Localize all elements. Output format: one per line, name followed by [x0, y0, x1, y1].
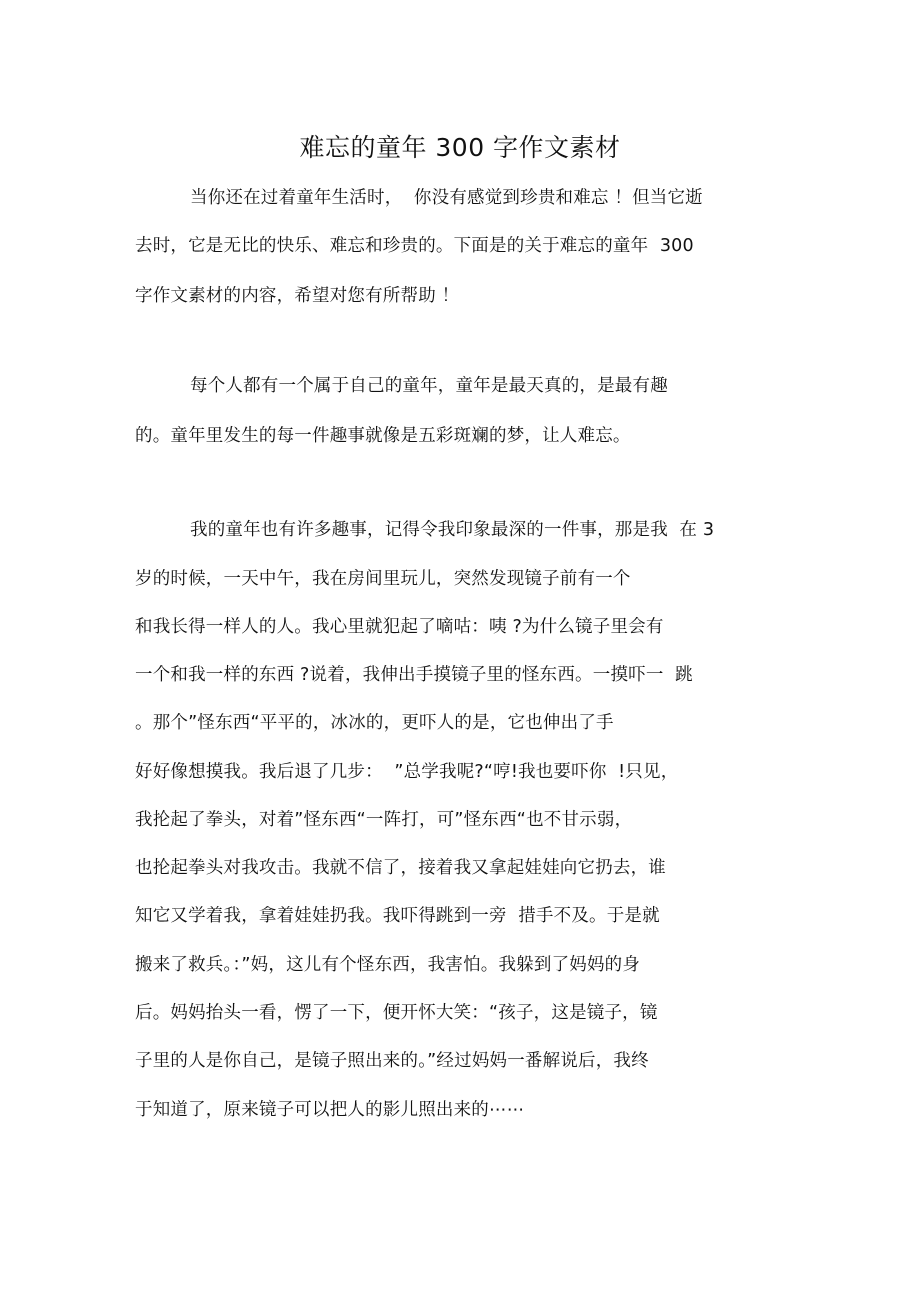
- paragraph-3-line-4: 一个和我一样的东西 ?说着，我伸出手摸镜子里的怪东西。一摸吓一 跳: [135, 665, 693, 685]
- paragraph-3-line-12: 子里的人是你自己，是镜子照出来的。”经过妈妈一番解说后，我终: [135, 1051, 649, 1071]
- paragraph-3-line-13: 于知道了，原来镜子可以把人的影儿照出来的⋯⋯: [135, 1100, 525, 1120]
- paragraph-3-line-7: 我抡起了拳头，对着”怪东西“一阵打，可”怪东西“也不甘示弱，: [135, 810, 633, 830]
- document-title: 难忘的童年 300 字作文素材: [299, 133, 621, 162]
- paragraph-3-line-11: 后。妈妈抬头一看，愣了一下，便开怀大笑：“孩子，这是镜子，镜: [135, 1003, 658, 1023]
- paragraph-3-line-9: 知它又学着我，拿着娃娃扔我。我吓得跳到一旁 措手不及。于是就: [135, 906, 660, 926]
- paragraph-3-line-1: 我的童年也有许多趣事，记得令我印象最深的一件事，那是我 在 3: [190, 520, 715, 540]
- paragraph-3-line-10: 搬来了救兵。：”妈，这儿有个怪东西，我害怕。我躲到了妈妈的身: [135, 955, 641, 975]
- paragraph-1-line-1: 当你还在过着童年生活时， 你没有感觉到珍贵和难忘 ！但当它逝: [190, 188, 703, 208]
- paragraph-3-line-5: 。那个”怪东西“平平的，冰冰的，更吓人的是，它也伸出了手: [135, 713, 614, 733]
- paragraph-2-line-1: 每个人都有一个属于自己的童年，童年是最天真的，是最有趣: [190, 376, 668, 396]
- paragraph-3-line-8: 也抡起拳头对我攻击。我就不信了，接着我又拿起娃娃向它扔去，谁: [135, 858, 666, 878]
- paragraph-1-line-3: 字作文素材的内容，希望对您有所帮助 ！: [135, 286, 460, 306]
- paragraph-3-line-2: 岁的时候，一天中午，我在房间里玩儿，突然发现镜子前有一个: [135, 569, 631, 589]
- paragraph-2-line-2: 的。童年里发生的每一件趣事就像是五彩斑斓的梦，让人难忘。: [135, 426, 631, 446]
- paragraph-3-line-3: 和我长得一样人的人。我心里就犯起了嘀咕：咦 ?为什么镜子里会有: [135, 617, 664, 637]
- paragraph-3-line-6: 好好像想摸我。我后退了几步： ”总学我呢?“哼!我也要吓你 !只见，: [135, 762, 679, 782]
- paragraph-1-line-2: 去时，它是无比的快乐、难忘和珍贵的。下面是的关于难忘的童年 300: [135, 236, 694, 256]
